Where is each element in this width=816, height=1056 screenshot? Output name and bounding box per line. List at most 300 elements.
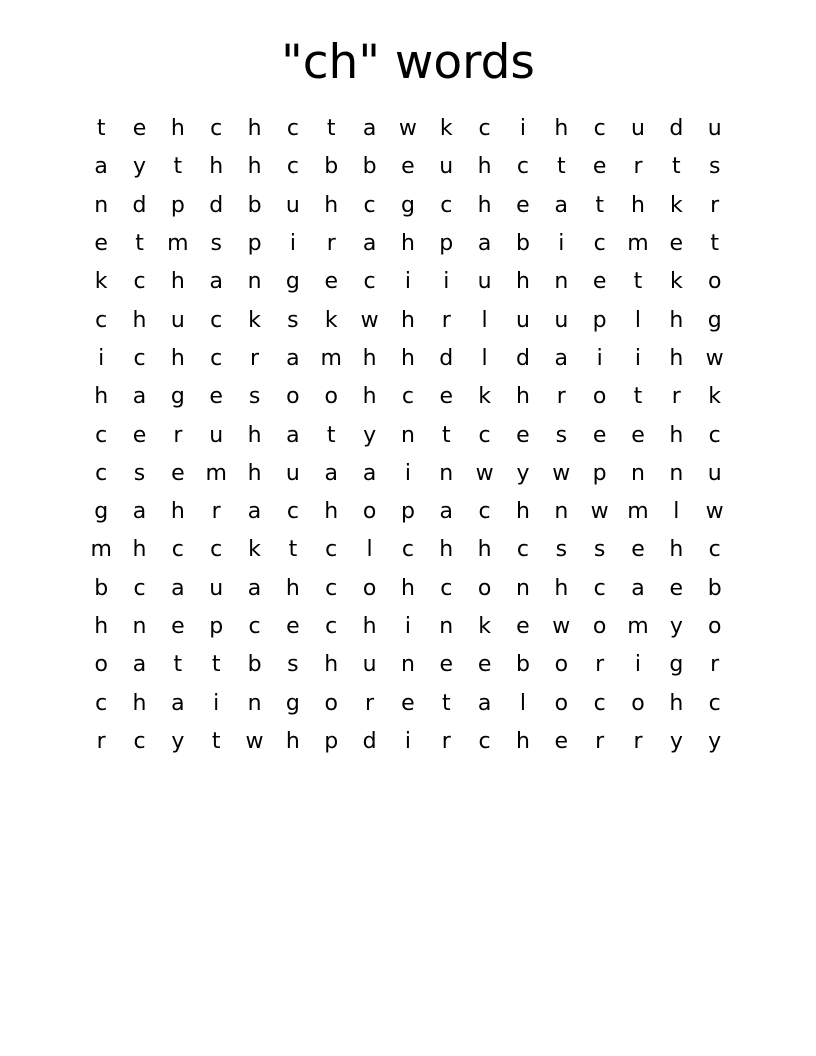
grid-letter: n [94, 192, 109, 218]
grid-letter: h [324, 652, 339, 678]
grid-letter: o [286, 384, 300, 410]
grid-letter: d [669, 116, 684, 142]
grid-letter: b [362, 154, 377, 180]
grid-letter: u [285, 192, 300, 218]
grid-letter: t [173, 154, 183, 180]
grid-letter: d [515, 345, 530, 371]
grid-letter: i [213, 690, 220, 716]
grid-letter: m [205, 460, 227, 486]
grid-letter: h [631, 192, 645, 218]
grid-letter: r [633, 728, 643, 754]
grid-letter: c [516, 154, 529, 180]
grid-letter: c [133, 728, 146, 754]
grid-letter: e [516, 192, 530, 218]
grid-letter: e [439, 652, 454, 678]
grid-letter: l [366, 537, 373, 563]
grid-letter: r [211, 499, 221, 525]
grid-letter: a [247, 499, 262, 525]
grid-letter: h [132, 537, 147, 563]
grid-letter: a [247, 575, 262, 601]
grid-letter: a [132, 384, 147, 410]
grid-letter: e [401, 690, 415, 716]
grid-letter: h [515, 728, 530, 754]
grid-letter: e [592, 269, 607, 295]
grid-letter: a [132, 652, 147, 678]
grid-letter: p [439, 231, 454, 257]
grid-letter: p [247, 231, 262, 257]
grid-letter: s [555, 537, 568, 563]
grid-letter: h [669, 345, 684, 371]
grid-letter: a [286, 422, 300, 448]
grid-letter: n [554, 269, 569, 295]
grid-letter: m [627, 614, 649, 639]
grid-letter: c [708, 422, 721, 448]
grid-letter: k [248, 537, 261, 563]
grid-letter: k [669, 192, 683, 218]
grid-letter: t [288, 537, 298, 563]
grid-letter: i [98, 345, 105, 371]
grid-letter: h [170, 116, 185, 142]
grid-letter: r [326, 231, 336, 257]
grid-letter: w [705, 345, 724, 371]
grid-letter: c [210, 537, 223, 563]
grid-letter: c [593, 116, 606, 142]
grid-letter: o [94, 652, 108, 678]
grid-letter: o [477, 575, 492, 601]
grid-letter: s [210, 231, 222, 257]
grid-letter: b [247, 192, 262, 218]
grid-letter: u [209, 422, 224, 448]
grid-letter: h [439, 537, 454, 563]
grid-letter: c [478, 116, 491, 142]
grid-letter: t [135, 231, 144, 257]
grid-letter: h [170, 499, 185, 525]
grid-row [82, 225, 734, 263]
grid-letter: h [515, 269, 530, 295]
grid-letter: h [209, 154, 224, 180]
grid-letter: h [400, 231, 415, 257]
grid-letter: c [133, 345, 146, 371]
grid-letter: c [325, 575, 338, 601]
grid-letter: c [95, 690, 108, 716]
grid-letter: s [133, 460, 146, 486]
grid-letter: g [707, 307, 722, 333]
grid-letter: a [631, 575, 645, 601]
grid-letter: d [362, 728, 377, 754]
grid-letter: a [132, 499, 147, 525]
grid-letter: u [707, 460, 722, 486]
grid-letter: i [404, 460, 411, 486]
grid-letter: c [133, 269, 146, 295]
grid-letter: c [210, 345, 223, 371]
grid-letter: h [400, 575, 415, 601]
grid-letter: c [478, 422, 491, 448]
grid-row [82, 340, 734, 378]
grid-letter: o [631, 690, 645, 716]
grid-letter: o [707, 614, 722, 639]
grid-letter: u [477, 269, 492, 295]
grid-letter: e [132, 116, 147, 142]
grid-letter: k [708, 384, 722, 410]
grid-letter: n [669, 460, 684, 486]
grid-letter: h [669, 690, 684, 716]
grid-letter: h [669, 537, 684, 563]
grid-letter: a [324, 460, 338, 486]
grid-letter: t [441, 690, 451, 716]
grid-letter: e [439, 384, 454, 410]
grid-letter: h [132, 690, 147, 716]
grid-letter: s [287, 652, 299, 678]
grid-letter: c [708, 537, 721, 563]
grid-letter: n [132, 614, 147, 639]
grid-letter: a [171, 690, 185, 716]
grid-letter: y [171, 728, 185, 754]
grid-letter: c [593, 690, 606, 716]
grid-letter: o [554, 652, 569, 678]
grid-letter: u [209, 575, 224, 601]
grid-letter: t [211, 652, 221, 678]
grid-letter: g [285, 269, 300, 295]
grid-letter: h [247, 116, 262, 142]
grid-letter: c [286, 499, 299, 525]
grid-letter: b [515, 231, 530, 257]
grid-letter: p [209, 614, 224, 639]
grid-letter: a [362, 231, 377, 257]
grid-letter: h [669, 422, 684, 448]
grid-letter: s [593, 537, 606, 563]
grid-letter: m [627, 231, 649, 257]
grid-letter: h [247, 154, 262, 180]
grid-letter: e [669, 575, 684, 601]
grid-letter: c [401, 537, 414, 563]
grid-letter: y [669, 614, 683, 639]
grid-row [82, 684, 734, 722]
grid-letter: a [554, 345, 569, 371]
grid-letter: g [285, 690, 300, 716]
grid-letter: l [634, 307, 642, 333]
grid-letter: b [707, 575, 722, 601]
grid-letter: m [627, 499, 649, 525]
grid-letter: r [710, 652, 720, 678]
grid-letter: h [247, 460, 262, 486]
grid-letter: w [475, 460, 494, 486]
grid-letter: r [556, 384, 566, 410]
grid-letter: h [477, 154, 492, 180]
grid-letter: u [170, 307, 185, 333]
grid-letter: e [669, 231, 684, 257]
grid-letter: b [324, 154, 339, 180]
grid-letter: o [362, 499, 377, 525]
grid-letter: h [132, 307, 147, 333]
grid-letter: h [94, 384, 109, 410]
grid-letter: i [634, 652, 642, 678]
grid-letter: w [590, 499, 609, 525]
grid-letter: p [592, 460, 607, 486]
grid-row [82, 493, 734, 531]
grid-row [82, 187, 734, 225]
grid-letter: u [439, 154, 454, 180]
grid-letter: s [708, 154, 721, 180]
grid-letter: o [554, 690, 569, 716]
grid-letter: c [210, 307, 223, 333]
grid-letter: r [96, 728, 106, 754]
grid-letter: a [554, 192, 569, 218]
grid-letter: p [324, 728, 339, 754]
grid-letter: t [633, 269, 643, 295]
grid-letter: o [362, 575, 377, 601]
grid-letter: t [211, 728, 221, 754]
grid-letter: n [400, 422, 415, 448]
grid-letter: t [672, 154, 681, 180]
grid-letter: a [477, 231, 492, 257]
grid-letter: g [170, 384, 185, 410]
grid-letter: e [171, 614, 185, 639]
grid-letter: n [247, 690, 262, 716]
grid-letter: u [707, 116, 722, 142]
grid-letter: o [592, 614, 607, 639]
grid-letter: c [593, 575, 606, 601]
grid-letter: a [362, 116, 377, 142]
grid-letter: u [362, 652, 377, 678]
grid-letter: p [170, 192, 185, 218]
grid-letter: r [671, 384, 681, 410]
grid-letter: h [324, 499, 339, 525]
grid-letter: r [365, 690, 375, 716]
grid-letter: h [94, 614, 109, 639]
grid-letter: h [515, 499, 530, 525]
grid-letter: n [631, 460, 645, 486]
grid-letter: p [400, 499, 415, 525]
grid-letter: r [173, 422, 183, 448]
grid-letter: a [439, 499, 453, 525]
grid-letter: b [247, 652, 262, 678]
grid-letter: h [170, 269, 185, 295]
grid-letter: a [209, 269, 223, 295]
grid-letter: r [441, 307, 451, 333]
grid-letter: h [477, 537, 492, 563]
grid-letter: l [481, 307, 488, 333]
grid-row [82, 646, 734, 684]
grid-letter: c [516, 537, 529, 563]
grid-letter: e [132, 422, 147, 448]
grid-letter: a [362, 460, 377, 486]
grid-letter: e [477, 652, 492, 678]
grid-letter: i [443, 269, 450, 295]
grid-letter: t [556, 154, 566, 180]
grid-letter: e [516, 614, 530, 639]
grid-letter: s [248, 384, 261, 410]
grid-letter: e [401, 154, 415, 180]
grid-letter: i [596, 345, 603, 371]
grid-letter: h [170, 345, 185, 371]
grid-letter: h [285, 575, 300, 601]
grid-row [82, 455, 734, 493]
grid-letter: c [286, 116, 299, 142]
grid-letter: k [324, 307, 338, 333]
grid-letter: h [477, 192, 492, 218]
grid-letter: i [558, 231, 565, 257]
grid-letter: h [362, 384, 377, 410]
grid-letter: c [210, 116, 223, 142]
grid-letter: e [631, 537, 645, 563]
word-search-grid [82, 110, 734, 761]
grid-letter: h [554, 116, 569, 142]
grid-letter: l [673, 499, 680, 525]
grid-letter: i [404, 269, 411, 295]
grid-letter: i [634, 345, 642, 371]
grid-letter: e [631, 422, 645, 448]
grid-letter: n [554, 499, 569, 525]
grid-letter: t [441, 422, 451, 448]
grid-letter: c [478, 499, 491, 525]
grid-letter: c [708, 690, 721, 716]
grid-letter: i [404, 614, 411, 639]
grid-letter: h [400, 307, 415, 333]
grid-letter: y [363, 422, 377, 448]
grid-row [82, 608, 734, 646]
grid-letter: l [519, 690, 527, 716]
grid-letter: e [286, 614, 300, 639]
grid-letter: t [595, 192, 604, 218]
grid-letter: r [595, 728, 605, 754]
grid-letter: w [705, 499, 724, 525]
grid-letter: w [245, 728, 264, 754]
grid-letter: c [401, 384, 414, 410]
grid-letter: g [400, 192, 415, 218]
grid-letter: o [324, 690, 338, 716]
grid-letter: w [552, 614, 571, 639]
grid-letter: i [289, 231, 296, 257]
grid-letter: k [94, 269, 108, 295]
grid-letter: r [441, 728, 451, 754]
grid-letter: i [404, 728, 411, 754]
grid-letter: c [325, 614, 338, 639]
grid-letter: c [133, 575, 146, 601]
grid-letter: c [286, 154, 299, 180]
page-title: "ch" words [281, 35, 535, 90]
grid-letter: u [515, 307, 530, 333]
grid-letter: a [94, 154, 108, 180]
grid-letter: y [708, 728, 722, 754]
grid-row [82, 301, 734, 339]
grid-letter: m [167, 231, 189, 257]
grid-letter: u [554, 307, 569, 333]
grid-letter: m [320, 345, 342, 371]
grid-letter: k [669, 269, 683, 295]
grid-letter: g [669, 652, 684, 678]
grid-row [82, 723, 734, 761]
grid-letter: o [324, 384, 338, 410]
grid-letter: d [439, 345, 454, 371]
grid-letter: k [478, 614, 491, 639]
grid-letter: n [439, 614, 454, 639]
grid-letter: e [94, 231, 108, 257]
grid-letter: n [439, 460, 454, 486]
grid-letter: b [94, 575, 109, 601]
grid-letter: c [171, 537, 184, 563]
grid-row [82, 110, 734, 148]
grid-letter: c [593, 231, 606, 257]
grid-letter: t [710, 231, 719, 257]
grid-letter: r [710, 192, 720, 218]
grid-letter: h [669, 307, 684, 333]
grid-letter: p [592, 307, 607, 333]
grid-letter: c [95, 422, 108, 448]
grid-letter: c [95, 307, 108, 333]
grid-letter: w [552, 460, 571, 486]
grid-letter: y [669, 728, 683, 754]
grid-letter: c [95, 460, 108, 486]
grid-letter: t [633, 384, 643, 410]
grid-letter: c [440, 575, 453, 601]
grid-letter: b [515, 652, 530, 678]
grid-row [82, 416, 734, 454]
grid-letter: e [592, 422, 607, 448]
grid-letter: s [287, 307, 299, 333]
grid-letter: h [515, 384, 530, 410]
grid-letter: h [362, 345, 377, 371]
grid-row [82, 570, 734, 608]
grid-letter: u [285, 460, 300, 486]
grid-letter: c [248, 614, 261, 639]
grid-letter: w [360, 307, 379, 333]
grid-letter: m [90, 537, 112, 563]
grid-letter: k [248, 307, 261, 333]
grid-letter: a [477, 690, 492, 716]
grid-row [82, 378, 734, 416]
grid-letter: c [440, 192, 453, 218]
grid-letter: c [325, 537, 338, 563]
grid-letter: k [439, 116, 453, 142]
grid-letter: y [133, 154, 147, 180]
grid-letter: e [171, 460, 185, 486]
grid-letter: t [173, 652, 183, 678]
grid-letter: c [363, 192, 376, 218]
grid-letter: d [132, 192, 147, 218]
grid-letter: r [250, 345, 260, 371]
grid-letter: s [555, 422, 568, 448]
grid-letter: a [171, 575, 185, 601]
grid-letter: c [478, 728, 491, 754]
grid-letter: o [707, 269, 722, 295]
grid-letter: n [247, 269, 262, 295]
grid-letter: h [324, 192, 339, 218]
grid-letter: h [362, 614, 377, 639]
grid-letter: d [209, 192, 224, 218]
grid-letter: e [324, 269, 338, 295]
grid-letter: e [592, 154, 607, 180]
grid-letter: e [554, 728, 569, 754]
grid-letter: l [481, 345, 488, 371]
grid-letter: u [631, 116, 645, 142]
grid-letter: c [363, 269, 376, 295]
grid-letter: y [516, 460, 530, 486]
grid-letter: w [398, 116, 417, 142]
grid-row [82, 263, 734, 301]
grid-letter: r [595, 652, 605, 678]
grid-letter: e [516, 422, 530, 448]
grid-letter: h [247, 422, 262, 448]
grid-row [82, 531, 734, 569]
grid-letter: e [209, 384, 223, 410]
grid-letter: h [400, 345, 415, 371]
grid-letter: a [286, 345, 300, 371]
grid-letter: n [400, 652, 415, 678]
grid-letter: t [326, 116, 336, 142]
grid-letter: t [326, 422, 336, 448]
grid-letter: t [96, 116, 106, 142]
grid-letter: h [554, 575, 569, 601]
